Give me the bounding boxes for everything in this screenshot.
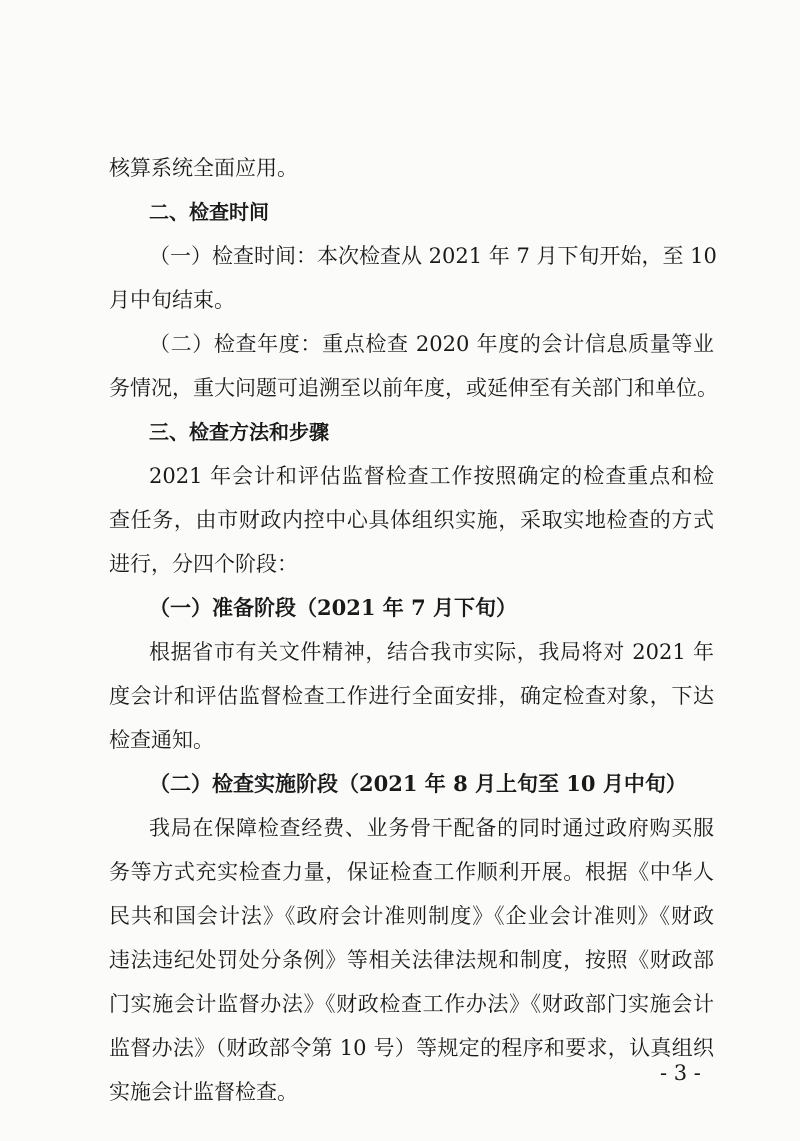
paragraph-line: 门实施会计监督办法》《财政检查工作办法》《财政部门实施会计 xyxy=(109,992,714,1016)
subsection-heading-implementation: （二）检查实施阶段（2021 年 8 月上旬至 10 月中旬） xyxy=(149,771,687,796)
paragraph-line: 2021 年会计和评估监督检查工作按照确定的检查重点和检 xyxy=(149,464,714,488)
section-heading-methods: 三、检查方法和步骤 xyxy=(149,420,329,444)
paragraph-line: 务情况，重大问题可追溯至以前年度，或延伸至有关部门和单位。 xyxy=(109,376,718,400)
page-number: - 3 - xyxy=(660,1061,701,1085)
paragraph-line: 违法违纪处罚处分条例》等相关法律法规和制度，按照《财政部 xyxy=(109,948,714,972)
paragraph-line: （一）检查时间：本次检查从 2021 年 7 月下旬开始，至 10 xyxy=(149,244,717,268)
subsection-heading-preparation: （一）准备阶段（2021 年 7 月下旬） xyxy=(149,595,517,620)
paragraph-line: 监督办法》（财政部令第 10 号）等规定的程序和要求，认真组织 xyxy=(109,1036,714,1060)
paragraph-line: 月中旬结束。 xyxy=(109,288,235,312)
paragraph-line: 检查通知。 xyxy=(109,728,214,752)
paragraph-line: 进行，分四个阶段： xyxy=(109,552,298,576)
paragraph-line: 查任务，由市财政内控中心具体组织实施，采取实地检查的方式 xyxy=(109,508,714,532)
paragraph-line: 根据省市有关文件精神，结合我市实际，我局将对 2021 年 xyxy=(149,640,714,664)
paragraph-line: 务等方式充实检查力量，保证检查工作顺利开展。根据《中华人 xyxy=(109,860,714,884)
paragraph-line: 民共和国会计法》《政府会计准则制度》《企业会计准则》《财政 xyxy=(109,904,714,928)
paragraph-line: 度会计和评估监督检查工作进行全面安排，确定检查对象，下达 xyxy=(109,684,714,708)
paragraph-line: 实施会计监督检查。 xyxy=(109,1080,298,1104)
section-heading-time: 二、检查时间 xyxy=(149,200,269,224)
paragraph-line: 我局在保障检查经费、业务骨干配备的同时通过政府购买服 xyxy=(149,816,714,840)
paragraph-line: （二）检查年度：重点检查 2020 年度的会计信息质量等业 xyxy=(149,332,714,356)
paragraph-line: 核算系统全面应用。 xyxy=(109,156,298,180)
